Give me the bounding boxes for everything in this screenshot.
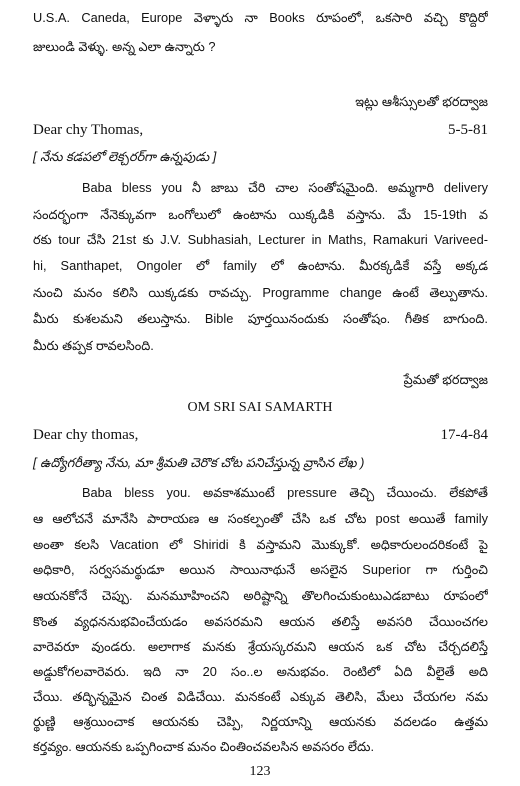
letter2-body-line: అంతా కలసి Vacation లో Shiridi కి వస్తామని మొక్కుకో. అధికారులందరికంటే పై <box>33 537 488 552</box>
letter2-body-line: ఆయనకోనే చెప్పు. మనమూహించని అరిష్టాన్ని తొలగించుకుంటుఎడబాటు రూపంలో <box>33 588 488 603</box>
letter2-body-line: కొంత వ్యధననుభవించేయడం అవసరమని ఆయన తలిస్తే అవసరి చేయించగల <box>33 614 488 629</box>
letter1-note: [ నేను కడపలో లెక్చరర్‌గా ఉన్నపుడు ] <box>33 149 217 164</box>
intro-line-1: U.S.A. Caneda, Europe వెళ్ళారు నా Books రూపంలో, ఒకసారి వచ్చి కొద్దిరో <box>33 10 488 25</box>
letter2-body-line: ఆ ఆలోచనే మానేసి పారాయణ ఆ సంకల్పంతో చేసి ఒక చోట post అయితే family <box>33 511 488 526</box>
letter2-body-line: చేయి. తద్భిన్నమైన చింత విడిచేయి. మనకంటే ఎక్కువ తెలిసి, మేలు చేయగల నమ <box>33 689 488 704</box>
letter2-body-line: అడ్డుకోగలవారెవరు. ఇది నా 20 సం..ల అనుభవం. రెంటిలో ఏది వీలైతే అది <box>33 664 488 679</box>
letter1-body-line: Baba bless you నీ జాబు చేరి చాల సంతోషమైంది. అమ్మగారి delivery <box>82 180 488 195</box>
intro-signoff: ఇట్లు ఆశీస్సులతో భరద్వాజ <box>355 94 488 109</box>
letter1-body-line: సందర్భంగా నేనెక్కువగా ఒంగోలులో ఉంటాను యిక్కడికి వస్తాను. మే 15-19th వ <box>33 207 488 222</box>
letter1-body-last: మీరు తప్పక రావలసింది. <box>33 338 154 353</box>
letter2-body-line: ర్థుణ్ణి ఆశ్రయించాక ఆయనకు చెప్పి, నిర్ణయాన్ని ఆయనకు వదలడం ఉత్తమ <box>33 714 488 729</box>
section-heading: OM SRI SAI SAMARTH <box>187 400 333 415</box>
page-number: 123 <box>249 764 271 779</box>
intro-line-2: జులుండి వెళ్ళు. అన్న ఎలా ఉన్నారు ? <box>33 39 216 54</box>
letter1-body-line: మీరు కుశలమని తలుస్తాను. Bible పూర్తయినందుకు సంతోషం. గీతిక బాగుంది. <box>33 311 488 326</box>
letter2-body-line: వారెవరూ వుండరు. అలాగాక మనకు శ్రేయస్కరమని ఆయన ఒక చోట చేర్చదలిస్తే <box>33 639 488 654</box>
letter2-date: 17-4-84 <box>440 427 488 443</box>
letter2-body-line: Baba bless you. అవకాశముంటే pressure తెచ్చి చేయించు. లేకపోతే <box>82 485 488 500</box>
letter1-salutation: Dear chy Thomas, <box>33 122 144 138</box>
letter2-body-line: అధికారి, సర్వసమర్థుడూ అయిన సాయినాథునే అసలైన Superior గా గుర్తించి <box>33 562 488 577</box>
letter1-body-line: నుంచి మనం కలిసి యిక్కడకు రావచ్చు. Programme change ఉంటే తెల్పుతాను. <box>33 285 488 300</box>
letter2-note: [ ఉద్యోగరీత్యా నేను, మా శ్రీమతి చెరొక చోట పనిచేస్తున్న వ్రాసిన లేఖ ) <box>33 455 365 470</box>
letter2-body-last: కర్తవ్యం. ఆయనకు ఒప్పగించాక మనం చింతించవలసిన అవసరం లేదు. <box>33 739 375 754</box>
letter1-signoff: ప్రేమతో భరద్వాజ <box>403 372 488 387</box>
letter1-body-line: hi, Santhapet, Ongoler లో family లో ఉంటాను. మీరక్కడికే వస్తే అక్కడ <box>33 258 488 273</box>
letter1-body-line: రకు tour చేసి 21st కు J.V. Subhasiah, Lecturer in Maths, Ramakuri Variveed- <box>33 232 488 247</box>
letter1-date: 5-5-81 <box>448 122 488 138</box>
letter2-salutation: Dear chy thomas, <box>33 427 139 443</box>
